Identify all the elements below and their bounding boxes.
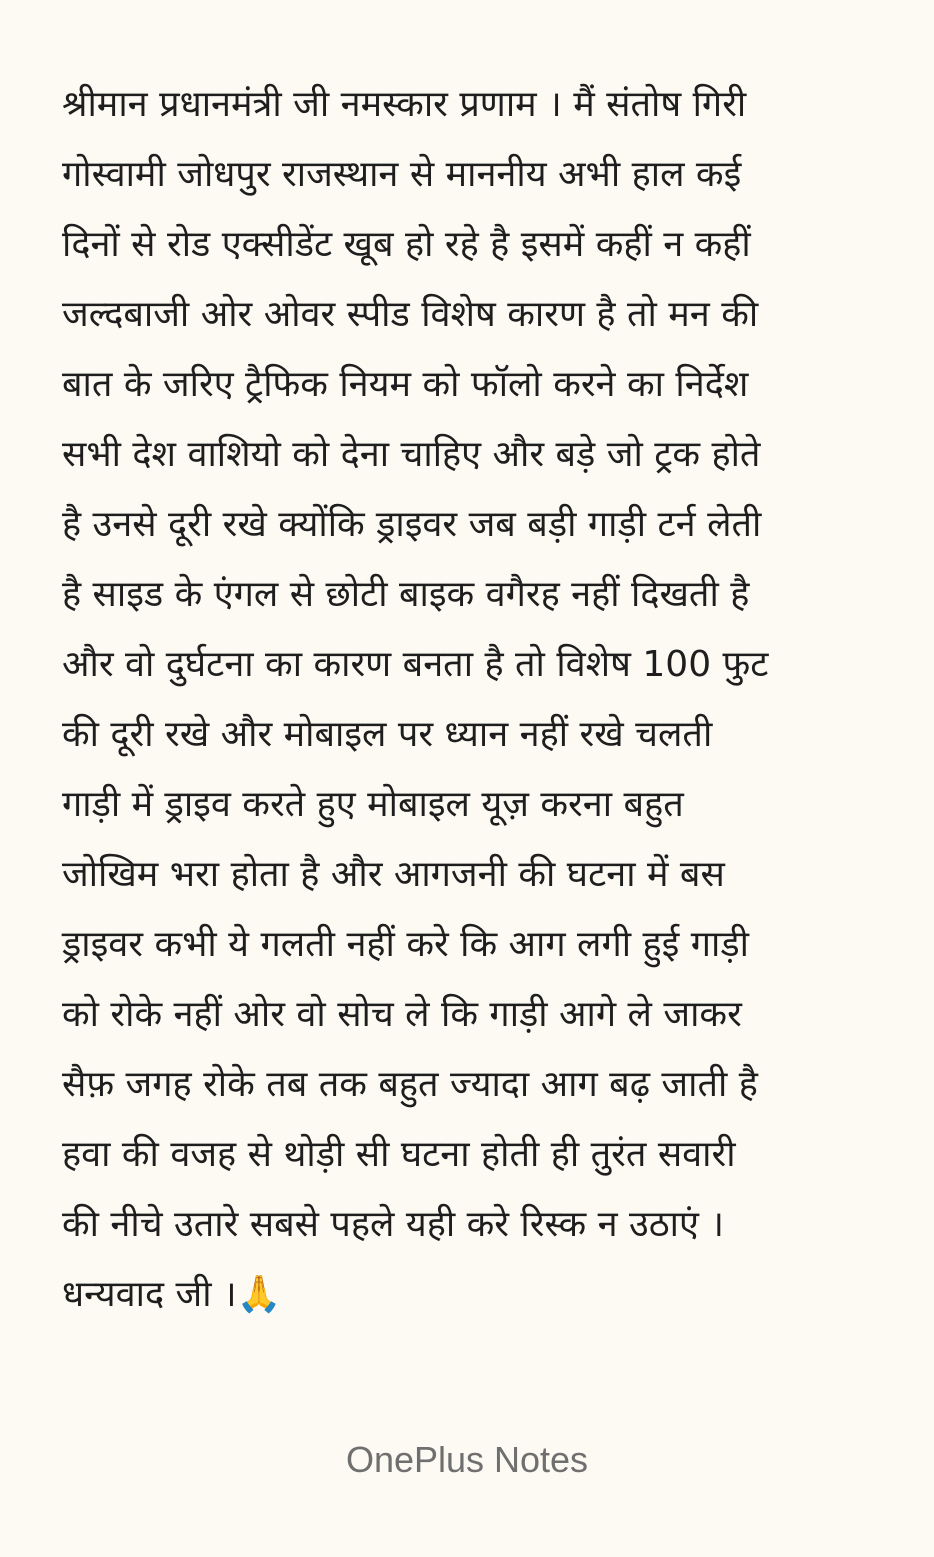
note-line: बात के जरिए ट्रैफिक नियम को फॉलो करने का निर्देश (62, 364, 749, 405)
note-line: और वो दुर्घटना का कारण बनता है तो विशेष 100 फुट (62, 644, 769, 685)
note-line: दिनों से रोड एक्सीडेंट खूब हो रहे है इसमें कहीं न कहीं (62, 224, 751, 265)
note-line-closing: धन्यवाद जी ।🙏 (62, 1274, 282, 1315)
note-line: जोखिम भरा होता है और आगजनी की घटना में बस (62, 854, 725, 895)
note-line: गोस्वामी जोधपुर राजस्थान से माननीय अभी हाल कई (62, 154, 742, 195)
note-line: सभी देश वाशियो को देना चाहिए और बड़े जो ट्रक होते (62, 434, 761, 475)
note-line: ड्राइवर कभी ये गलती नहीं करे कि आग लगी हुई गाड़ी (62, 924, 749, 965)
note-line: की नीचे उतारे सबसे पहले यही करे रिस्क न उठाएं । (62, 1204, 724, 1245)
note-line: है उनसे दूरी रखे क्योंकि ड्राइवर जब बड़ी गाड़ी टर्न लेती (62, 504, 762, 545)
note-line: गाड़ी में ड्राइव करते हुए मोबाइल यूज़ करना बहुत (62, 784, 684, 825)
note-line: को रोके नहीं ओर वो सोच ले कि गाड़ी आगे ले जाकर (62, 994, 742, 1035)
app-watermark: OnePlus Notes (345, 1439, 589, 1480)
note-line: हवा की वजह से थोड़ी सी घटना होती ही तुरंत सवारी (62, 1134, 736, 1175)
note-line: की दूरी रखे और मोबाइल पर ध्यान नहीं रखे चलती (62, 714, 713, 755)
note-line: जल्दबाजी ओर ओवर स्पीड विशेष कारण है तो मन की (62, 294, 759, 335)
note-body[interactable] (62, 70, 872, 1330)
note-line: सैफ़ जगह रोके तब तक बहुत ज्यादा आग बढ़ जाती है (62, 1064, 758, 1105)
note-line: है साइड के एंगल से छोटी बाइक वगैरह नहीं दिखती है (62, 574, 750, 615)
note-line: श्रीमान प्रधानमंत्री जी नमस्कार प्रणाम । मैं संतोष गिरी (62, 84, 747, 125)
